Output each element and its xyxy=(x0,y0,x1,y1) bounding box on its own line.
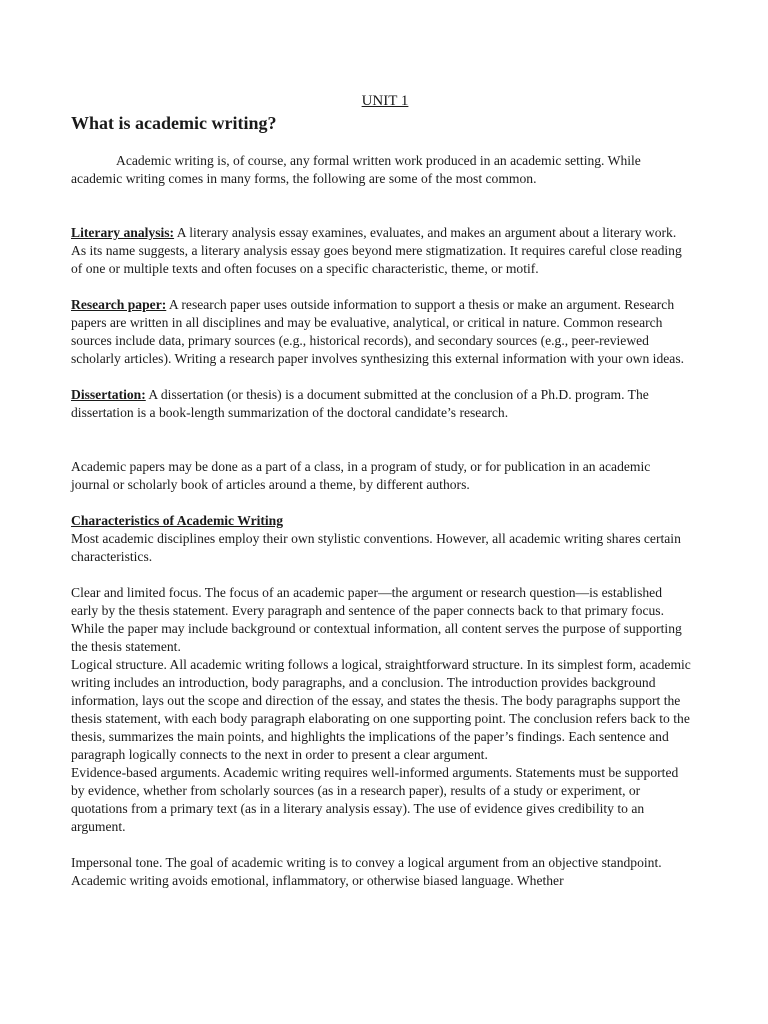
spacer xyxy=(71,368,691,386)
logical-structure-paragraph: Logical structure. All academic writing follows a logical, straightforward structure. In its simplest form, academic writing includes an introduction, body paragraphs, and a conclusion. The introduction provides background information, lays out the scope and direction of the essay, and states the thesis. The body paragraphs support the thesis statement, with each body paragraph elaborating on one supporting point. The conclusion refers back to the thesis, summarizes the main points, and highlights the implications of the paper’s findings. Each sentence and paragraph logically connects to the next in order to present a clear argument. xyxy=(71,657,691,762)
evidence-based-paragraph: Evidence-based arguments. Academic writing requires well-informed arguments. Statements must be supported by evidence, whether from scholarly sources (as in a research paper), results of a study or experiment, or quotations from a primary text (as in a literary analysis essay). The use of evidence gives credibility to an argument. xyxy=(71,765,679,834)
dissertation-term: Dissertation: xyxy=(71,387,146,402)
literary-analysis-text: A literary analysis essay examines, evaluates, and makes an argument about a literary work. As its name suggests, a literary analysis essay goes beyond mere stigmatization. It requires careful close reading of one or multiple texts and often focuses on a specific characteristic, theme, or motif. xyxy=(71,225,682,276)
literary-analysis-paragraph xyxy=(71,224,691,278)
unit-heading: UNIT 1 xyxy=(361,93,409,109)
characteristics-intro: Most academic disciplines employ their own stylistic conventions. However, all academic writing shares certain characteristics. xyxy=(71,531,681,564)
research-paper-term: Research paper: xyxy=(71,297,167,312)
clear-focus-paragraph: Clear and limited focus. The focus of an academic paper—the argument or research question—is established early by the thesis statement. Every paragraph and sentence of the paper connects back to that primary focus. While the paper may include background or contextual information, all content serves the purpose of supporting the thesis statement. xyxy=(71,585,682,654)
spacer xyxy=(71,278,691,296)
research-paper-paragraph xyxy=(71,296,691,368)
spacer xyxy=(71,188,691,224)
characteristics-heading: Characteristics of Academic Writing xyxy=(71,513,284,528)
spacer xyxy=(71,422,691,458)
spacer xyxy=(71,836,691,854)
dissertation-text: A dissertation (or thesis) is a document submitted at the conclusion of a Ph.D. program. The dissertation is a book-length summarization of the doctoral candidate’s research. xyxy=(71,387,649,420)
literary-analysis-term: Literary analysis: xyxy=(71,225,175,240)
research-paper-text: A research paper uses outside information to support a thesis or make an argument. Research papers are written in all disciplines and may be evaluative, analytical, or critical in nature. Common research sources include data, primary sources (e.g., historical records), and secondary sources (e.g., peer-reviewed scholarly articles). Writing a research paper involves synthesizing this external information with your own ideas. xyxy=(71,297,685,366)
dissertation-paragraph xyxy=(71,386,691,422)
spacer xyxy=(71,494,691,512)
impersonal-tone-paragraph: Impersonal tone. The goal of academic writing is to convey a logical argument from an objective standpoint. Academic writing avoids emotional, inflammatory, or otherwise biased language. Whether xyxy=(71,855,662,888)
academic-papers-paragraph: Academic papers may be done as a part of a class, in a program of study, or for publication in an academic journal or scholarly book of articles around a theme, by different authors. xyxy=(71,459,651,492)
intro-paragraph: Academic writing is, of course, any formal written work produced in an academic setting. While academic writing comes in many forms, the following are some of the most common. xyxy=(71,153,641,186)
document-body xyxy=(71,152,691,890)
spacer xyxy=(71,566,691,584)
page-title: What is academic writing? xyxy=(71,113,277,133)
